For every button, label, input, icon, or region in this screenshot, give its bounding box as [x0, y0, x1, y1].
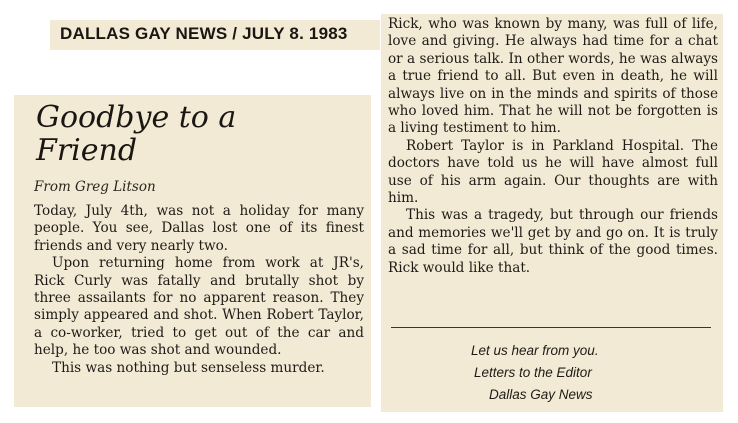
masthead-clipping — [50, 20, 380, 50]
right-paragraph-3: This was a tragedy, but through our friends and memories we'll get by and go on. It is truly a sad time for all, but think of the good times. Rick would like that. — [388, 207, 718, 276]
letters-to-editor-box — [471, 340, 671, 406]
right-column-body — [388, 16, 718, 277]
headline — [36, 101, 236, 167]
headline-line-1: Goodbye to a — [36, 100, 237, 135]
letters-line-2: Letters to the Editor — [474, 365, 592, 380]
left-paragraph-3: This was nothing but senseless murder. — [52, 359, 325, 376]
headline-line-2: Friend — [36, 133, 138, 168]
left-column-body — [34, 203, 364, 377]
right-paragraph-1: Rick, who was known by many, was full of life, love and giving. He always had time for a chat or a serious talk. In other words, he was always a true friend to all. But even in death, he will always live on in the minds and spirits of those who loved him. That he will not be forgotten is a living testiment to him. — [388, 16, 718, 137]
left-paragraph-2: Upon returning home from work at JR's, Rick Curly was fatally and brutally shot by three assailants for no apparent reason. They simply appeared and shot. When Robert Taylor, a co-worker, tried to get out of the car and help, he too was shot and wounded. — [34, 255, 364, 359]
byline: From Greg Litson — [34, 179, 156, 195]
section-divider — [391, 327, 711, 328]
masthead: DALLAS GAY NEWS / JULY 8. 1983 — [60, 24, 348, 43]
right-paragraph-2: Robert Taylor is in Parkland Hospital. The doctors have told us he will have almost full use of his arm again. Our thoughts are with him. — [388, 137, 718, 207]
left-paragraph-1: Today, July 4th, was not a holiday for many people. You see, Dallas lost one of its finest friends and very nearly two. — [34, 203, 364, 254]
article-right-clipping — [381, 14, 723, 412]
letters-line-1: Let us hear from you. — [471, 343, 599, 358]
article-left-clipping — [14, 95, 371, 407]
letters-line-3: Dallas Gay News — [489, 387, 593, 402]
